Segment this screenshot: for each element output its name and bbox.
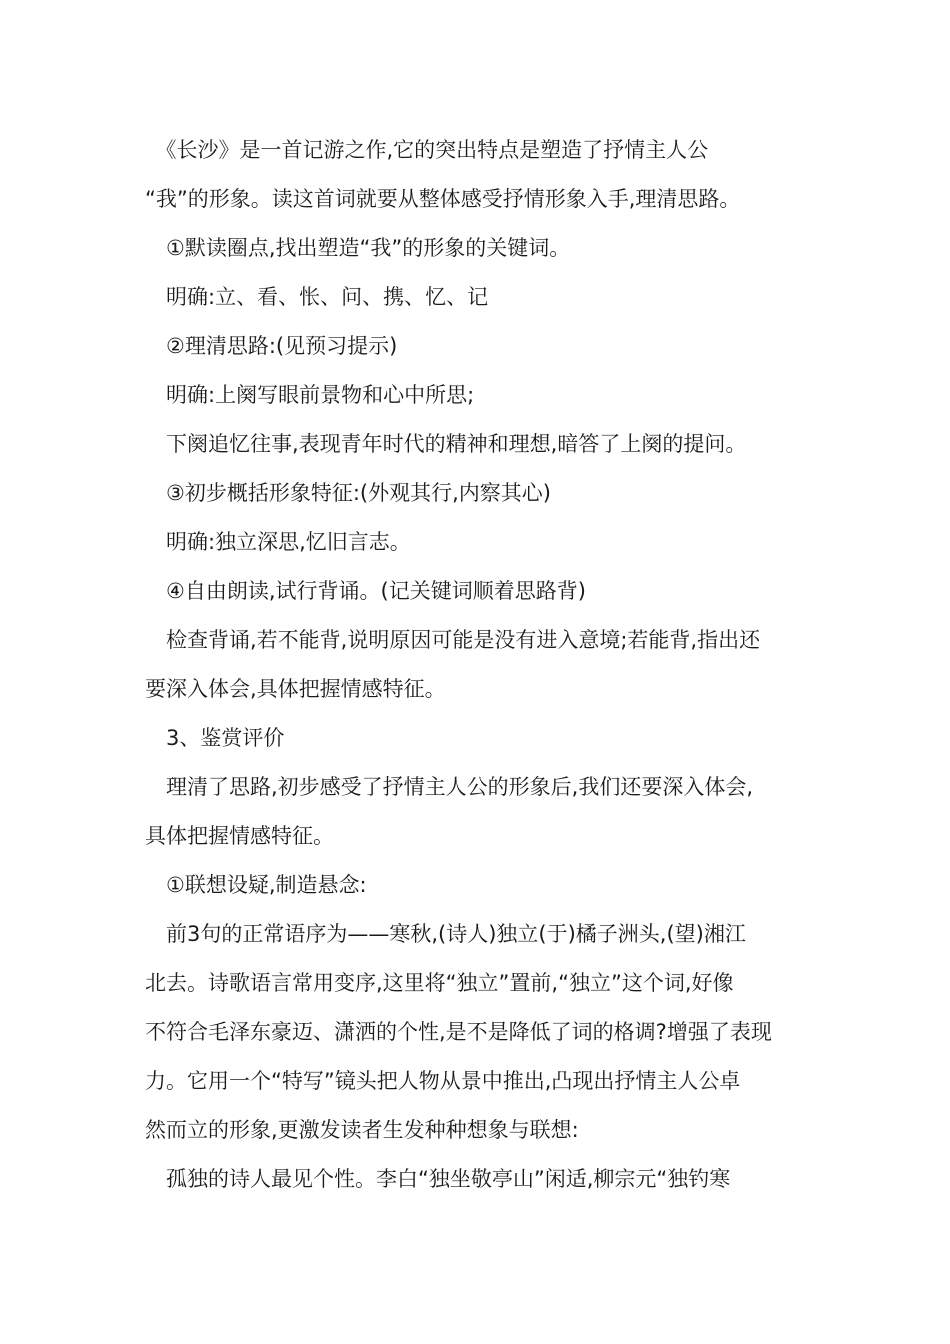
text-line: 《长沙》是一首记游之作,它的突出特点是塑造了抒情主人公 (145, 138, 709, 162)
text-line: 下阕追忆往事,表现青年时代的精神和理想,暗答了上阕的提问。 (145, 432, 747, 456)
text-line: 理清了思路,初步感受了抒情主人公的形象后,我们还要深入体会, (145, 775, 754, 799)
text-line: 前3句的正常语序为——寒秋,(诗人)独立(于)橘子洲头,(望)湘江 (145, 922, 746, 946)
text-line: 北去。诗歌语言常用变序,这里将“独立”置前,“独立”这个词,好像 (145, 971, 734, 995)
body-text (145, 126, 810, 1204)
text-line: 不符合毛泽东豪迈、潇洒的个性,是不是降低了词的格调?增强了表现 (145, 1020, 772, 1044)
text-line: 孤独的诗人最见个性。李白“独坐敬亭山”闲适,柳宗元“独钓寒 (145, 1167, 731, 1191)
text-line: 明确:上阕写眼前景物和心中所思; (145, 383, 475, 407)
text-line: 要深入体会,具体把握情感特征。 (145, 677, 446, 701)
text-line: 明确:立、看、怅、问、携、忆、记 (145, 285, 489, 309)
text-line: “我”的形象。读这首词就要从整体感受抒情形象入手,理清思路。 (145, 187, 741, 211)
text-line: 明确:独立深思,忆旧言志。 (145, 530, 411, 554)
text-line: ①默读圈点,找出塑造“我”的形象的关键词。 (145, 236, 571, 260)
text-line: 然而立的形象,更激发读者生发种种想象与联想: (145, 1118, 579, 1142)
text-line: ④自由朗读,试行背诵。(记关键词顺着思路背) (145, 579, 586, 603)
text-line: 力。它用一个“特写”镜头把人物从景中推出,凸现出抒情主人公卓 (145, 1069, 741, 1093)
text-line: ①联想设疑,制造悬念: (145, 873, 367, 897)
text-line: ③初步概括形象特征:(外观其行,内察其心) (145, 481, 551, 505)
text-line: 具体把握情感特征。 (145, 824, 334, 848)
text-line: ②理清思路:(见预习提示) (145, 334, 398, 358)
text-line: 检查背诵,若不能背,说明原因可能是没有进入意境;若能背,指出还 (145, 628, 761, 652)
section-heading: 3、鉴赏评价 (145, 726, 285, 750)
